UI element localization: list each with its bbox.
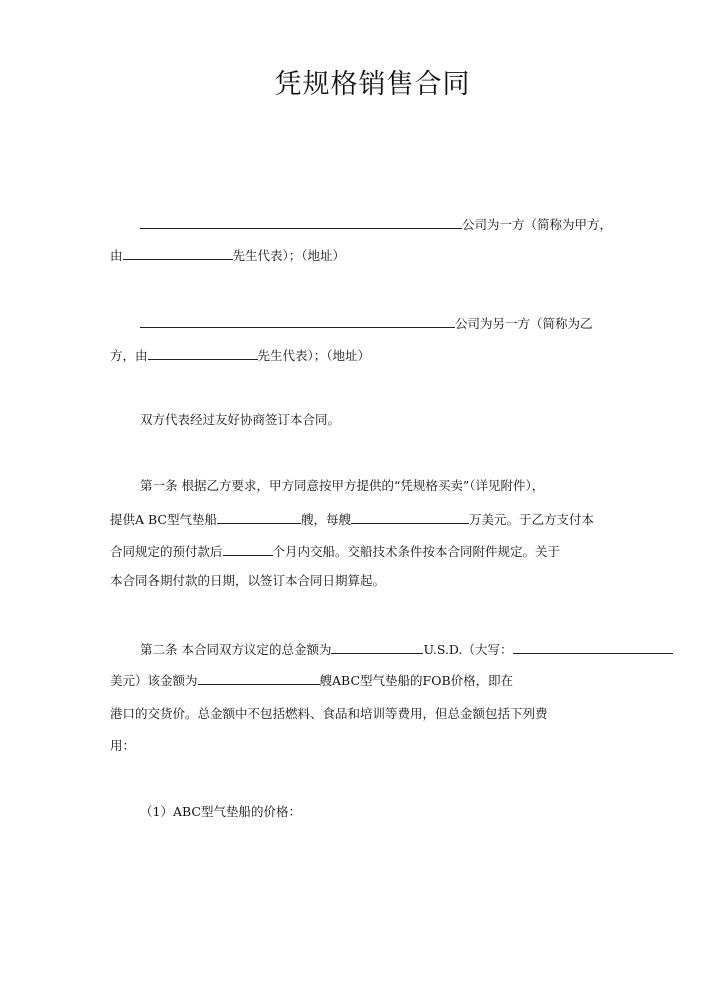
article-1-line-4: 本合同各期付款的日期，以签订本合同日期算起。 — [110, 573, 386, 588]
document-title: 凭规格销售合同 — [274, 69, 471, 100]
unit-price-blank[interactable] — [351, 510, 469, 524]
party-b-line-2 — [110, 346, 370, 364]
article-1-line-2-c: 万美元。于乙方支付本 — [469, 512, 595, 527]
article-2-line-2-b: 艘ABC型气垫船的FOB价格，即在 — [319, 673, 514, 688]
party-b-line-1 — [140, 314, 593, 332]
party-a-line-1-text: 公司为一方（简称为甲方， — [462, 217, 613, 232]
representative-a-blank[interactable] — [123, 246, 233, 260]
representative-b-blank[interactable] — [148, 346, 258, 360]
article-2-line-1-a: 第二条 本合同双方议定的总金额为 — [140, 642, 332, 657]
party-b-line-1-text: 公司为另一方（简称为乙 — [455, 316, 593, 331]
company-b-name-blank[interactable] — [140, 314, 455, 328]
article-2-line-1-b: U.S.D.（大写： — [423, 642, 513, 657]
intro-paragraph: 双方代表经过友好协商签订本合同。 — [140, 412, 341, 427]
total-amount-blank[interactable] — [331, 640, 423, 654]
party-a-line-2-prefix: 由 — [110, 248, 123, 263]
article-1-line-3-a: 合同规定的预付款后 — [110, 544, 223, 559]
article-1-line-3 — [110, 542, 560, 560]
vessel-count-blank[interactable] — [217, 510, 301, 524]
article-2-line-4: 用： — [110, 738, 136, 753]
party-a-line-2-text: 先生代表）；（地址） — [232, 248, 346, 263]
delivery-months-blank[interactable] — [223, 542, 273, 556]
fob-vessel-count-blank[interactable] — [198, 671, 320, 685]
article-2-line-2 — [110, 671, 513, 689]
item-1: （1）ABC型气垫船的价格： — [140, 804, 301, 819]
company-a-name-blank[interactable] — [140, 215, 462, 229]
article-2-line-3: 港口的交货价。总金额中不包括燃料、食品和培训等费用，但总金额包括下列费 — [110, 706, 548, 721]
party-b-line-2-text: 先生代表）；（地址） — [257, 348, 371, 363]
party-a-line-2 — [110, 246, 345, 264]
article-1-line-3-b: 个月内交船。交船技术条件按本合同附件规定。关于 — [272, 544, 561, 559]
party-b-line-2-prefix: 方，由 — [110, 348, 148, 363]
article-2-line-1 — [140, 640, 673, 658]
article-2-line-2-a: 美元）该金额为 — [110, 673, 198, 688]
article-1-line-2 — [110, 510, 594, 528]
article-1-line-2-a: 提供A BC型气垫船 — [110, 512, 217, 527]
party-a-line-1 — [140, 215, 612, 233]
article-1-line-1: 第一条 根据乙方要求，甲方同意按甲方提供的“凭规格买卖”（详见附件）， — [140, 478, 545, 493]
article-1-line-2-b: 艘，每艘 — [300, 512, 351, 527]
amount-in-words-blank[interactable] — [513, 640, 673, 654]
